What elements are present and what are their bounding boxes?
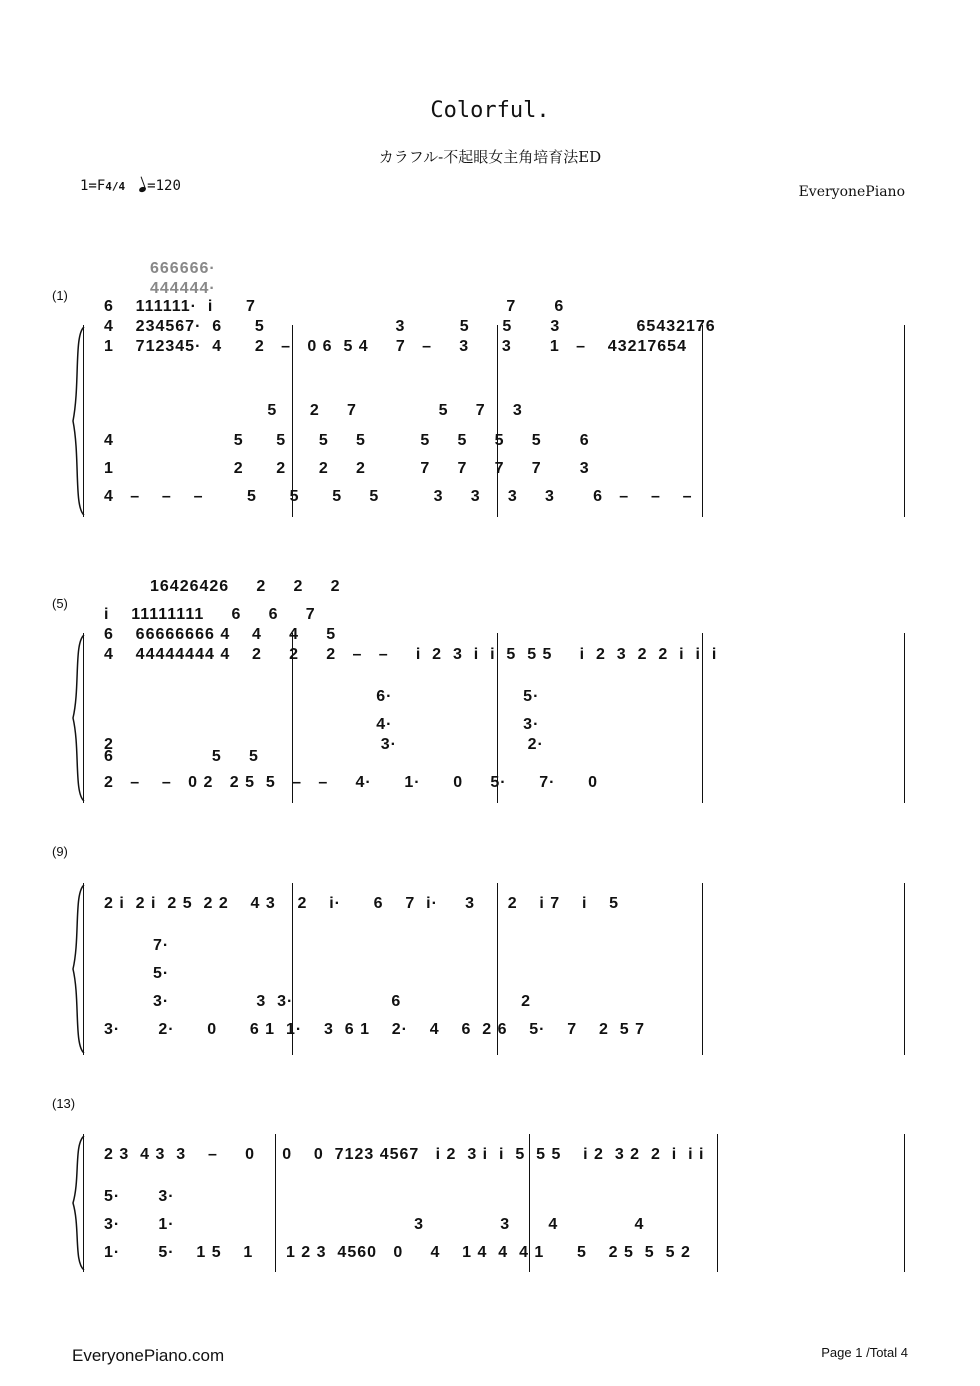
- credit: EveryonePiano: [798, 184, 905, 200]
- notation-row: 3· 3 3· 6 2: [104, 993, 531, 1010]
- key-tempo: [80, 178, 181, 194]
- notation-row: 4· 3·: [104, 716, 540, 733]
- bar-line: [717, 1134, 718, 1272]
- footer-page: Page 1 /Total 4: [821, 1345, 908, 1360]
- notation-row: 3· 1· 3 3 4 4: [104, 1216, 645, 1233]
- notation-row: i 11111111 6 6 7: [104, 606, 316, 623]
- notation-row: 4 – – – 5 5 5 5 3 3 3 3 6 – – –: [104, 488, 693, 505]
- notation-row: 16426426 2 2 2: [150, 578, 341, 595]
- page-title: Colorful.: [430, 98, 550, 123]
- system-bar-start: [83, 633, 84, 803]
- system-bar-end: [904, 325, 905, 517]
- score-system-13: [70, 1128, 910, 1278]
- notation-row: 666666·: [150, 260, 216, 277]
- system-number-13: (13): [52, 1096, 76, 1111]
- system-bar-start: [83, 325, 84, 517]
- notation-row: 5·: [104, 965, 170, 982]
- notation-row: 6 5 5: [104, 748, 259, 765]
- score-system-5: [70, 548, 910, 808]
- system-bar-end: [904, 1134, 905, 1272]
- notation-row: 6 111111· i 7 7 6: [104, 298, 565, 315]
- notation-row: 1· 5· 1 5 1 1 2 3 4560 0 4 1 4 4 4 1 5 2 5 5 5 2: [104, 1244, 691, 1261]
- system-number-5: (5): [52, 596, 68, 611]
- notation-row: 3· 2· 0 6 1 1· 3 6 1 2· 4 6 2 6 5· 7 2 5 7: [104, 1021, 645, 1038]
- key-signature: 1=F: [80, 178, 106, 194]
- quarter-note-icon: [139, 186, 147, 193]
- notation-row: 7·: [104, 937, 170, 954]
- notation-row: 2 – – 0 2 2 5 5 – – 4· 1· 0 5· 7· 0: [104, 774, 599, 791]
- notation-row: 6· 5·: [104, 688, 540, 705]
- notation-row: 1 712345· 4 2 – 0 6 5 4 7 – 3 3 1 – 43217654: [104, 338, 687, 355]
- notation-row: 5 2 7 5 7 3: [104, 402, 523, 419]
- time-signature: 4/4: [105, 180, 126, 193]
- notation-row: 1 2 2 2 2 7 7 7 7 3: [104, 460, 590, 477]
- notation-row: 444444·: [150, 280, 216, 297]
- notation-row: 6 66666666 4 4 4 5: [104, 626, 337, 643]
- tempo: =120: [147, 178, 181, 194]
- system-bar-start: [83, 883, 84, 1055]
- notation-row: 2 i 2 i 2 5 2 2 4 3 2 i· 6 7 i· 3 2 i 7 i 5: [104, 895, 620, 912]
- notation-row: 4 234567· 6 5 3 5 5 3 65432176: [104, 318, 716, 335]
- system-bar-end: [904, 633, 905, 803]
- bar-line: [702, 325, 703, 517]
- system-number-1: (1): [52, 288, 68, 303]
- notation-row: 4 5 5 5 5 5 5 5 5 6: [104, 432, 590, 449]
- score-system-1: [70, 240, 910, 520]
- system-bar-end: [904, 883, 905, 1055]
- system-number-9: (9): [52, 844, 68, 859]
- score-system-9: [70, 875, 910, 1055]
- page-subtitle: カラフル-不起眼女主角培育法ED: [378, 148, 602, 166]
- system-bar-start: [83, 1134, 84, 1272]
- notation-row: 4 44444444 4 2 2 2 – – i 2 3 i i 5 5 5 i 2 3 2 2 i i i: [104, 646, 718, 663]
- notation-row: 2 3 4 3 3 – 0 0 0 7123 4567 i 2 3 i i 5 5 5 i 2 3 2 2 i i i: [104, 1146, 705, 1163]
- notation-row: 5· 3·: [104, 1188, 175, 1205]
- footer-site: EveryonePiano.com: [72, 1346, 225, 1365]
- notation-row: 2 3· 2·: [104, 736, 544, 753]
- bar-line: [702, 883, 703, 1055]
